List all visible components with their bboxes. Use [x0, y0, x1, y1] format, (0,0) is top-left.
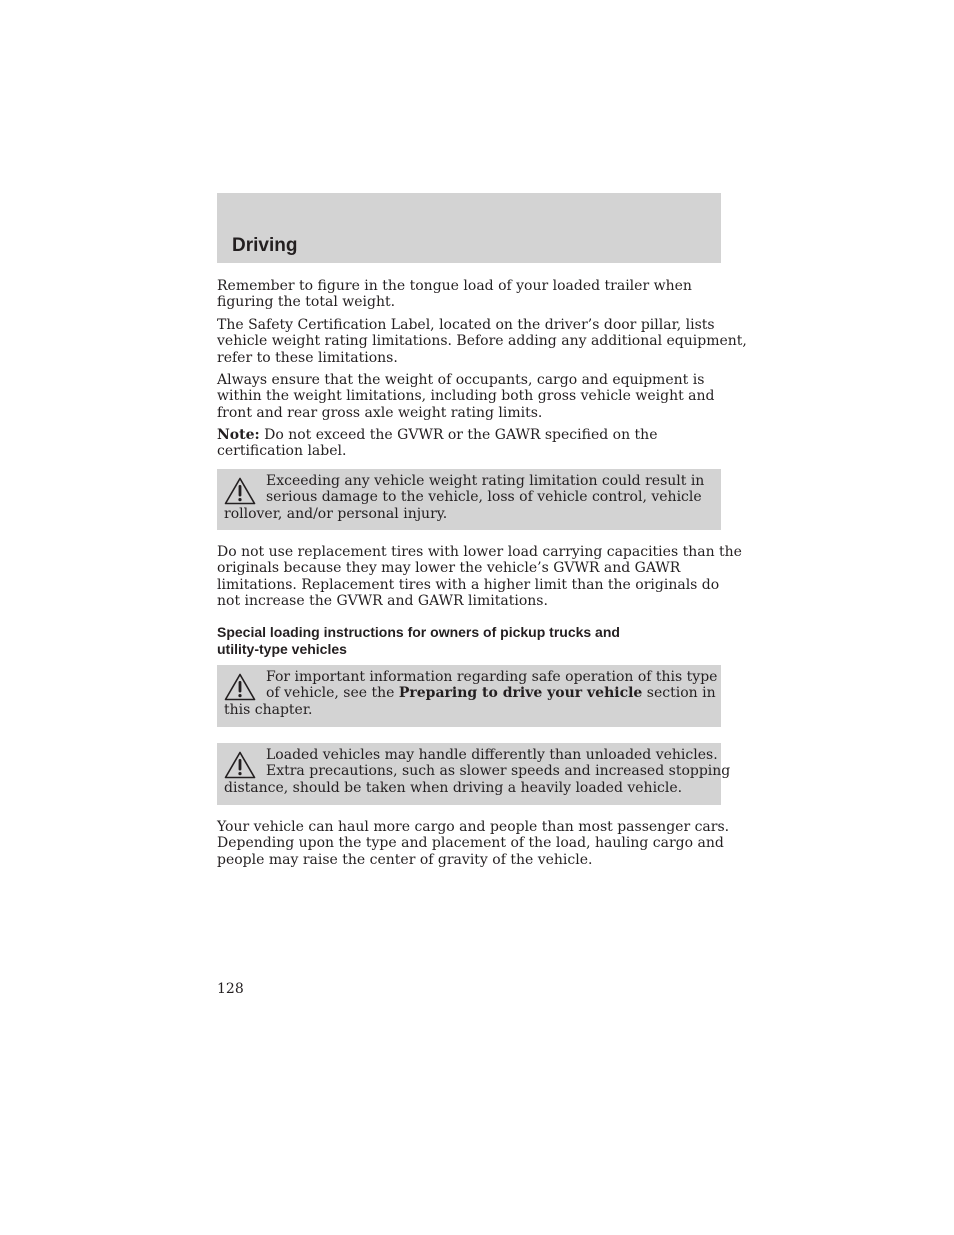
text-line: Extra precautions, such as slower speeds and increased stopping	[266, 763, 731, 780]
text-line: Special loading instructions for owners of pickup trucks and	[217, 624, 620, 640]
paragraph-center-of-gravity	[217, 819, 730, 868]
paragraph-weight-limits	[217, 372, 725, 421]
text-line: rollover, and/or personal injury.	[224, 505, 448, 522]
text-line: front and rear gross axle weight rating limits.	[217, 404, 543, 421]
note-text: Do not exceed the GVWR or the GAWR specified on the	[259, 427, 658, 443]
page-number: 128	[217, 981, 244, 997]
text-line: not increase the GVWR and GAWR limitations.	[217, 593, 548, 610]
text-line	[217, 427, 725, 443]
warning-text	[224, 473, 721, 522]
text-line: For important information regarding safe operation of this type	[266, 669, 718, 685]
text-line: figuring the total weight.	[217, 294, 396, 311]
text-line: Exceeding any vehicle weight rating limitation could result in	[266, 473, 705, 489]
paragraph-tongue-load	[217, 278, 725, 311]
paragraph-note	[217, 427, 725, 460]
text-line: Depending upon the type and placement of the load, hauling cargo and	[217, 835, 724, 852]
text-line: Remember to figure in the tongue load of your loaded trailer when	[217, 278, 692, 294]
paragraph-replacement-tires	[217, 544, 742, 610]
text-line: vehicle weight rating limitations. Before adding any additional equipment,	[217, 333, 747, 350]
warning-box-weight-limit	[217, 469, 721, 530]
subheading-special-loading	[217, 624, 725, 657]
text-line: originals because they may lower the vehicle’s GVWR and GAWR	[217, 560, 681, 577]
warning-box-safe-operation	[217, 665, 721, 727]
warning-text	[224, 669, 721, 718]
text-line: Loaded vehicles may handle differently than unloaded vehicles.	[266, 747, 718, 763]
text-line	[224, 685, 721, 701]
text-line: The Safety Certification Label, located on the driver’s door pillar, lists	[217, 317, 715, 333]
text-line: limitations. Replacement tires with a higher limit than the originals do	[217, 576, 720, 593]
text-line: Your vehicle can haul more cargo and people than most passenger cars.	[217, 819, 730, 835]
text-line: utility-type vehicles	[217, 640, 347, 657]
text-fragment: of vehicle, see the	[266, 685, 399, 702]
text-line: distance, should be taken when driving a heavily loaded vehicle.	[224, 779, 683, 796]
paragraph-certification-label	[217, 317, 747, 366]
section-title: Driving	[232, 235, 298, 256]
warning-box-loaded-vehicles	[217, 743, 731, 805]
text-line: Do not use replacement tires with lower load carrying capacities than the	[217, 544, 742, 560]
text-fragment: section in	[642, 685, 716, 702]
section-reference-link-text: Preparing to drive your vehicle	[398, 685, 643, 702]
text-line: this chapter.	[224, 701, 313, 718]
text-line: people may raise the center of gravity of the vehicle.	[217, 851, 593, 868]
note-label: Note:	[217, 427, 260, 443]
text-line: serious damage to the vehicle, loss of vehicle control, vehicle	[266, 489, 702, 506]
warning-text	[224, 747, 731, 796]
text-line: Always ensure that the weight of occupants, cargo and equipment is	[217, 372, 705, 388]
section-header-band	[217, 193, 721, 263]
text-line: refer to these limitations.	[217, 349, 398, 366]
text-line: within the weight limitations, including both gross vehicle weight and	[217, 388, 715, 405]
text-line: certification label.	[217, 443, 347, 460]
